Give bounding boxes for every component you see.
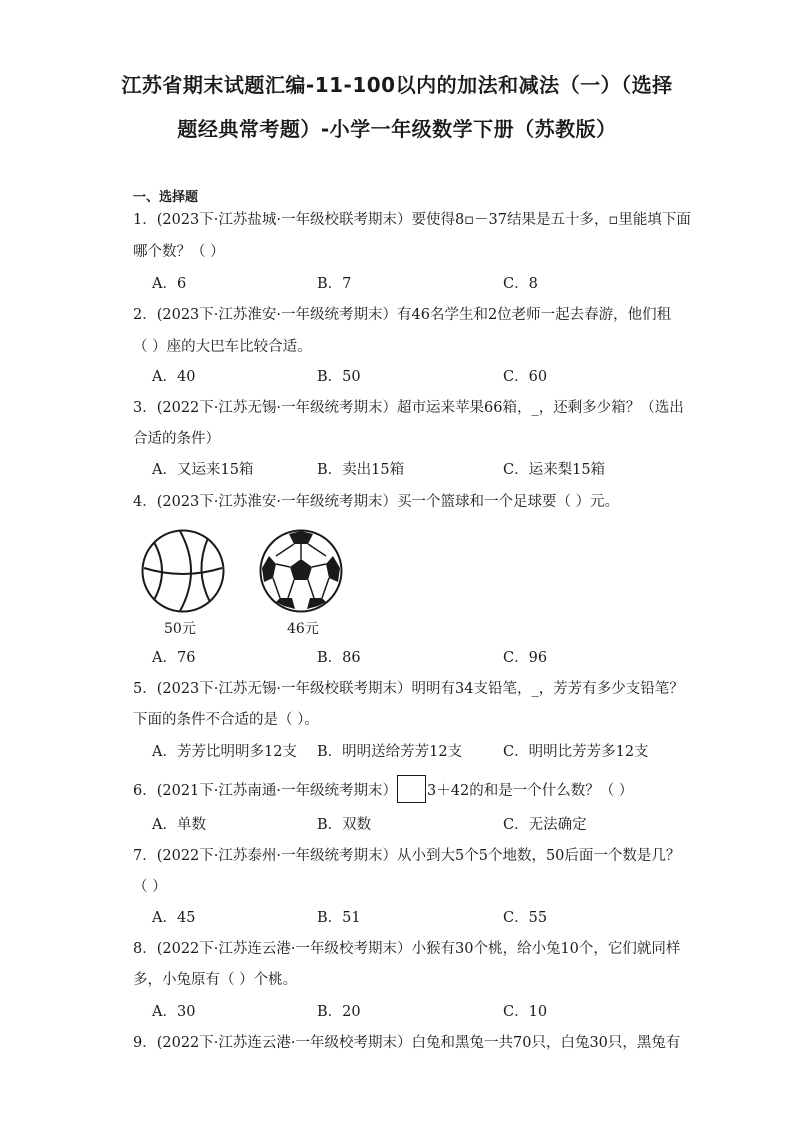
question-8-option-a: A．30 (152, 1004, 196, 1020)
question-1-text-cont: 哪个数？（ ） (133, 244, 225, 260)
question-3-option-c: C．运来梨15箱 (503, 462, 606, 478)
question-1-option-a: A．6 (152, 276, 187, 292)
question-3-text-cont: 合适的条件） (133, 431, 220, 447)
question-2-option-b: B．50 (317, 369, 361, 385)
question-6-option-a: A．单数 (152, 817, 206, 833)
section-heading: 一、选择题 (133, 190, 199, 205)
question-6-prefix: 6．(2021下·江苏南通·一年级统考期末） (133, 783, 398, 799)
question-3-option-a: A．又运来15箱 (152, 462, 254, 478)
question-8-option-c: C．10 (503, 1004, 548, 1020)
question-4-option-b: B．86 (317, 650, 361, 666)
question-5-option-c: C．明明比芳芳多12支 (503, 744, 649, 760)
question-9-text: 9．(2022下·江苏连云港·一年级校考期末）白兔和黑兔一共70只，白兔30只，黑兔有 (133, 1035, 681, 1051)
question-1-text: 1．(2023下·江苏盐城·一年级校联考期末）要使得8▫－37结果是五十多，▫里能填下面 (133, 212, 691, 228)
question-2-option-a: A．40 (152, 369, 196, 385)
question-6-text (133, 777, 633, 805)
question-5-text-cont: 下面的条件不合适的是（ ）。 (133, 712, 319, 728)
question-5-option-a: A．芳芳比明明多12支 (152, 744, 297, 760)
question-1-option-b: B．7 (317, 276, 352, 292)
doc-title-line2: 题经典常考题）-小学一年级数学下册（苏教版） (177, 117, 617, 141)
question-3-option-b: B．卖出15箱 (317, 462, 405, 478)
question-7-text-cont: （ ） (133, 879, 167, 895)
question-2-option-c: C．60 (503, 369, 548, 385)
question-6-option-b: B．双数 (317, 817, 372, 833)
doc-title-line1: 江苏省期末试题汇编-11-100以内的加法和减法（一）（选择 (121, 73, 673, 97)
question-1-option-c: C．8 (503, 276, 538, 292)
question-7-option-b: B．51 (317, 910, 361, 926)
question-5-text: 5．(2023下·江苏无锡·一年级校联考期末）明明有34支铅笔，_，芳芳有多少支铅笔？ (133, 681, 684, 697)
question-6-suffix: 3＋42的和是一个什么数？（ ） (427, 783, 634, 799)
basketball-icon (140, 528, 226, 614)
question-6-option-c: C．无法确定 (503, 817, 587, 833)
question-7-option-c: C．55 (503, 910, 548, 926)
question-4-option-c: C．96 (503, 650, 548, 666)
question-5-option-b: B．明明送给芳芳12支 (317, 744, 463, 760)
question-7-text: 7．(2022下·江苏泰州·一年级统考期末）从小到大5个5个地数，50后面一个数是几？ (133, 848, 681, 864)
question-7-option-a: A．45 (152, 910, 196, 926)
football-price: 46元 (287, 621, 319, 637)
question-3-text: 3．(2022下·江苏无锡·一年级统考期末）超市运来苹果66箱，_，还剩多少箱？（选出 (133, 400, 684, 416)
question-2-text: 2．(2023下·江苏淮安·一年级统考期末）有46名学生和2位老师一起去春游，他们租 (133, 307, 672, 323)
basketball-price: 50元 (164, 621, 196, 637)
football-icon (258, 528, 344, 614)
question-8-text: 8．(2022下·江苏连云港·一年级校考期末）小猴有30个桃，给小兔10个，它们就同样 (133, 941, 681, 957)
blank-box (397, 775, 426, 803)
question-4-text: 4．(2023下·江苏淮安·一年级统考期末）买一个篮球和一个足球要（ ）元。 (133, 494, 620, 510)
question-8-option-b: B．20 (317, 1004, 361, 1020)
question-8-text-cont: 多，小兔原有（ ）个桃。 (133, 972, 298, 988)
question-2-text-cont: （ ）座的大巴车比较合适。 (133, 339, 312, 355)
question-4-option-a: A．76 (152, 650, 196, 666)
